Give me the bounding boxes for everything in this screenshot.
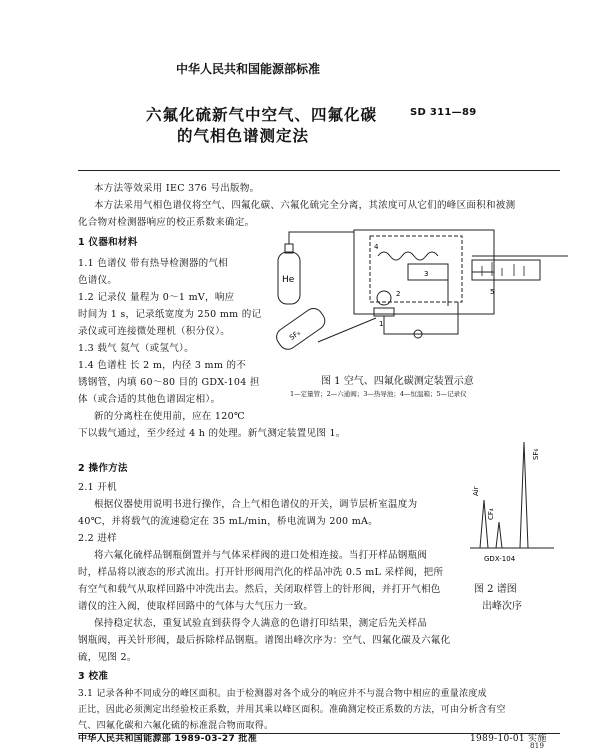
section1-heading: 1 仪器和材料: [78, 237, 138, 248]
label-3: 3: [424, 270, 429, 278]
figure1-apparatus-diagram: [258, 222, 568, 372]
intro-p1: 本方法等效采用 IEC 376 号出版物。: [94, 183, 260, 194]
org-standard: 中华人民共和国能源部标准: [176, 62, 321, 76]
footer-effective-date: 1989-10-01 实施: [470, 734, 547, 744]
s1-line: 1.2 记录仪 量程为 0～1 mV，响应: [78, 292, 235, 303]
s21-line1: 根据仪器使用说明书进行操作，合上气相色谱仪的开关，调节层析室温度为: [94, 499, 418, 510]
s1-line: 1.4 色谱柱 长 2 m，内径 3 mm 的不: [78, 360, 247, 371]
s1-line: 新的分离柱在使用前，应在 120℃: [94, 411, 245, 422]
chromatogram-trace: [470, 442, 554, 548]
s1-line: 体（或合适的其他色谱固定相）。: [78, 394, 221, 405]
label-5: 5: [490, 288, 495, 296]
figure1-caption: 图 1 空气、四氟化碳测定装置示意: [321, 376, 474, 387]
column-coil: [378, 252, 438, 260]
header-rule: [78, 170, 560, 171]
column-label: GDX-104: [484, 555, 516, 563]
section2-heading: 2 操作方法: [78, 463, 128, 474]
s3-line1: 3.1 记录各种不同成分的峰区面积。由于检测器对各个成分的响应并不与混合物中相应的重量浓度成: [78, 689, 487, 699]
peak-sf6-label: SF₆: [532, 448, 540, 460]
s1-line: 时间为 1 s，记录纸宽度为 250 mm 的记: [78, 309, 262, 320]
sf6-label: SF₆: [288, 328, 302, 342]
section3-heading: 3 校准: [78, 671, 109, 682]
s22-line: 钢瓶阀，再关针形阀，最后拆除样品钢瓶。谱图出峰次序为：空气、四氟化碳及六氟化: [78, 635, 451, 646]
sample-loop: [374, 308, 394, 316]
figure2-caption-l1: 图 2 谱图: [474, 584, 517, 595]
s1-line: 1.1 色谱仪 带有热导检测器的气相: [78, 258, 229, 269]
he-label: He: [282, 275, 295, 285]
label-1: 1: [379, 320, 384, 328]
standard-code: SD 311—89: [410, 107, 477, 118]
s21-title: 2.1 开机: [78, 482, 117, 493]
peak-air-label: Air: [472, 486, 480, 496]
label-4: 4: [374, 243, 379, 251]
label-2: 2: [396, 290, 401, 298]
s22-title: 2.2 进样: [78, 533, 117, 544]
sf6-cylinder: [273, 305, 328, 353]
doc-title-line1: 六氟化硫新气中空气、四氟化碳: [146, 106, 378, 124]
s22-line: 有空气和载气从取样回路中冲洗出去。然后，关闭取样管上的针形阀，并打开气相色: [78, 584, 441, 595]
s3-line2: 正比，因此必须测定出经验校正系数，并用其乘以峰区面积。准确测定校正系数的方法，可由分析含有空: [78, 705, 506, 715]
s21-line2: 40℃，并将载气的流速稳定在 35 mL/min，桥电流调为 200 mA。: [78, 516, 378, 527]
intro-p2-l1: 本方法采用气相色谱仪将空气、四氟化碳、六氟化硫完全分离，其浓度可从它们的峰区面积和被测: [94, 200, 516, 211]
figure2-chromatogram: [462, 430, 562, 575]
s1-full-line: 下以载气通过，至少经过 4 h 的处理。新气测定装置见图 1。: [78, 428, 346, 439]
s22-line: 保持稳定状态，重复试验直到获得令人满意的色谱打印结果，测定后先关样品: [94, 618, 428, 629]
s22-line: 时，样品将以液态的形式流出。打开针形阀用汽化的样品冲洗 0.5 mL 采样阀，把所: [78, 567, 444, 578]
s3-line3: 气、四氟化碳和六氟化硫的标准混合物而取得。: [78, 721, 274, 731]
page-number: 819: [530, 742, 545, 750]
intro-p2-l2: 化合物对检测器响应的校正系数来确定。: [78, 217, 255, 228]
figure2-caption-l2: 出峰次序: [482, 601, 522, 612]
doc-title-line2: 的气相色谱测定法: [177, 127, 310, 145]
s22-line: 谱仪的注入阀，使取样回路中的气体与大气压力一致。: [78, 601, 314, 612]
six-port-valve: [377, 291, 391, 305]
s22-line: 硫，见图 2。: [78, 652, 137, 663]
s1-line: 录仪或可连接微处理机（积分仪）。: [78, 326, 231, 337]
s22-line: 将六氟化硫样品钢瓶倒置并与气体采样阀的进口处相连接。当打开样品钢瓶阀: [94, 550, 428, 561]
s1-line: 1.3 载气 氦气（或氢气）。: [78, 343, 194, 354]
peak-cf4-label: CF₄: [487, 508, 495, 520]
footer-approval: 中华人民共和国能源部 1989-03-27 批准: [78, 734, 258, 744]
figure1-legend: 1—定量管；2—六通阀；3—热导池；4—恒温箱；5—记录仪: [290, 390, 467, 398]
s1-line: 锈钢管，内填 60～80 目的 GDX-104 担: [78, 377, 260, 388]
s1-line: 色谱仪。: [78, 275, 118, 286]
